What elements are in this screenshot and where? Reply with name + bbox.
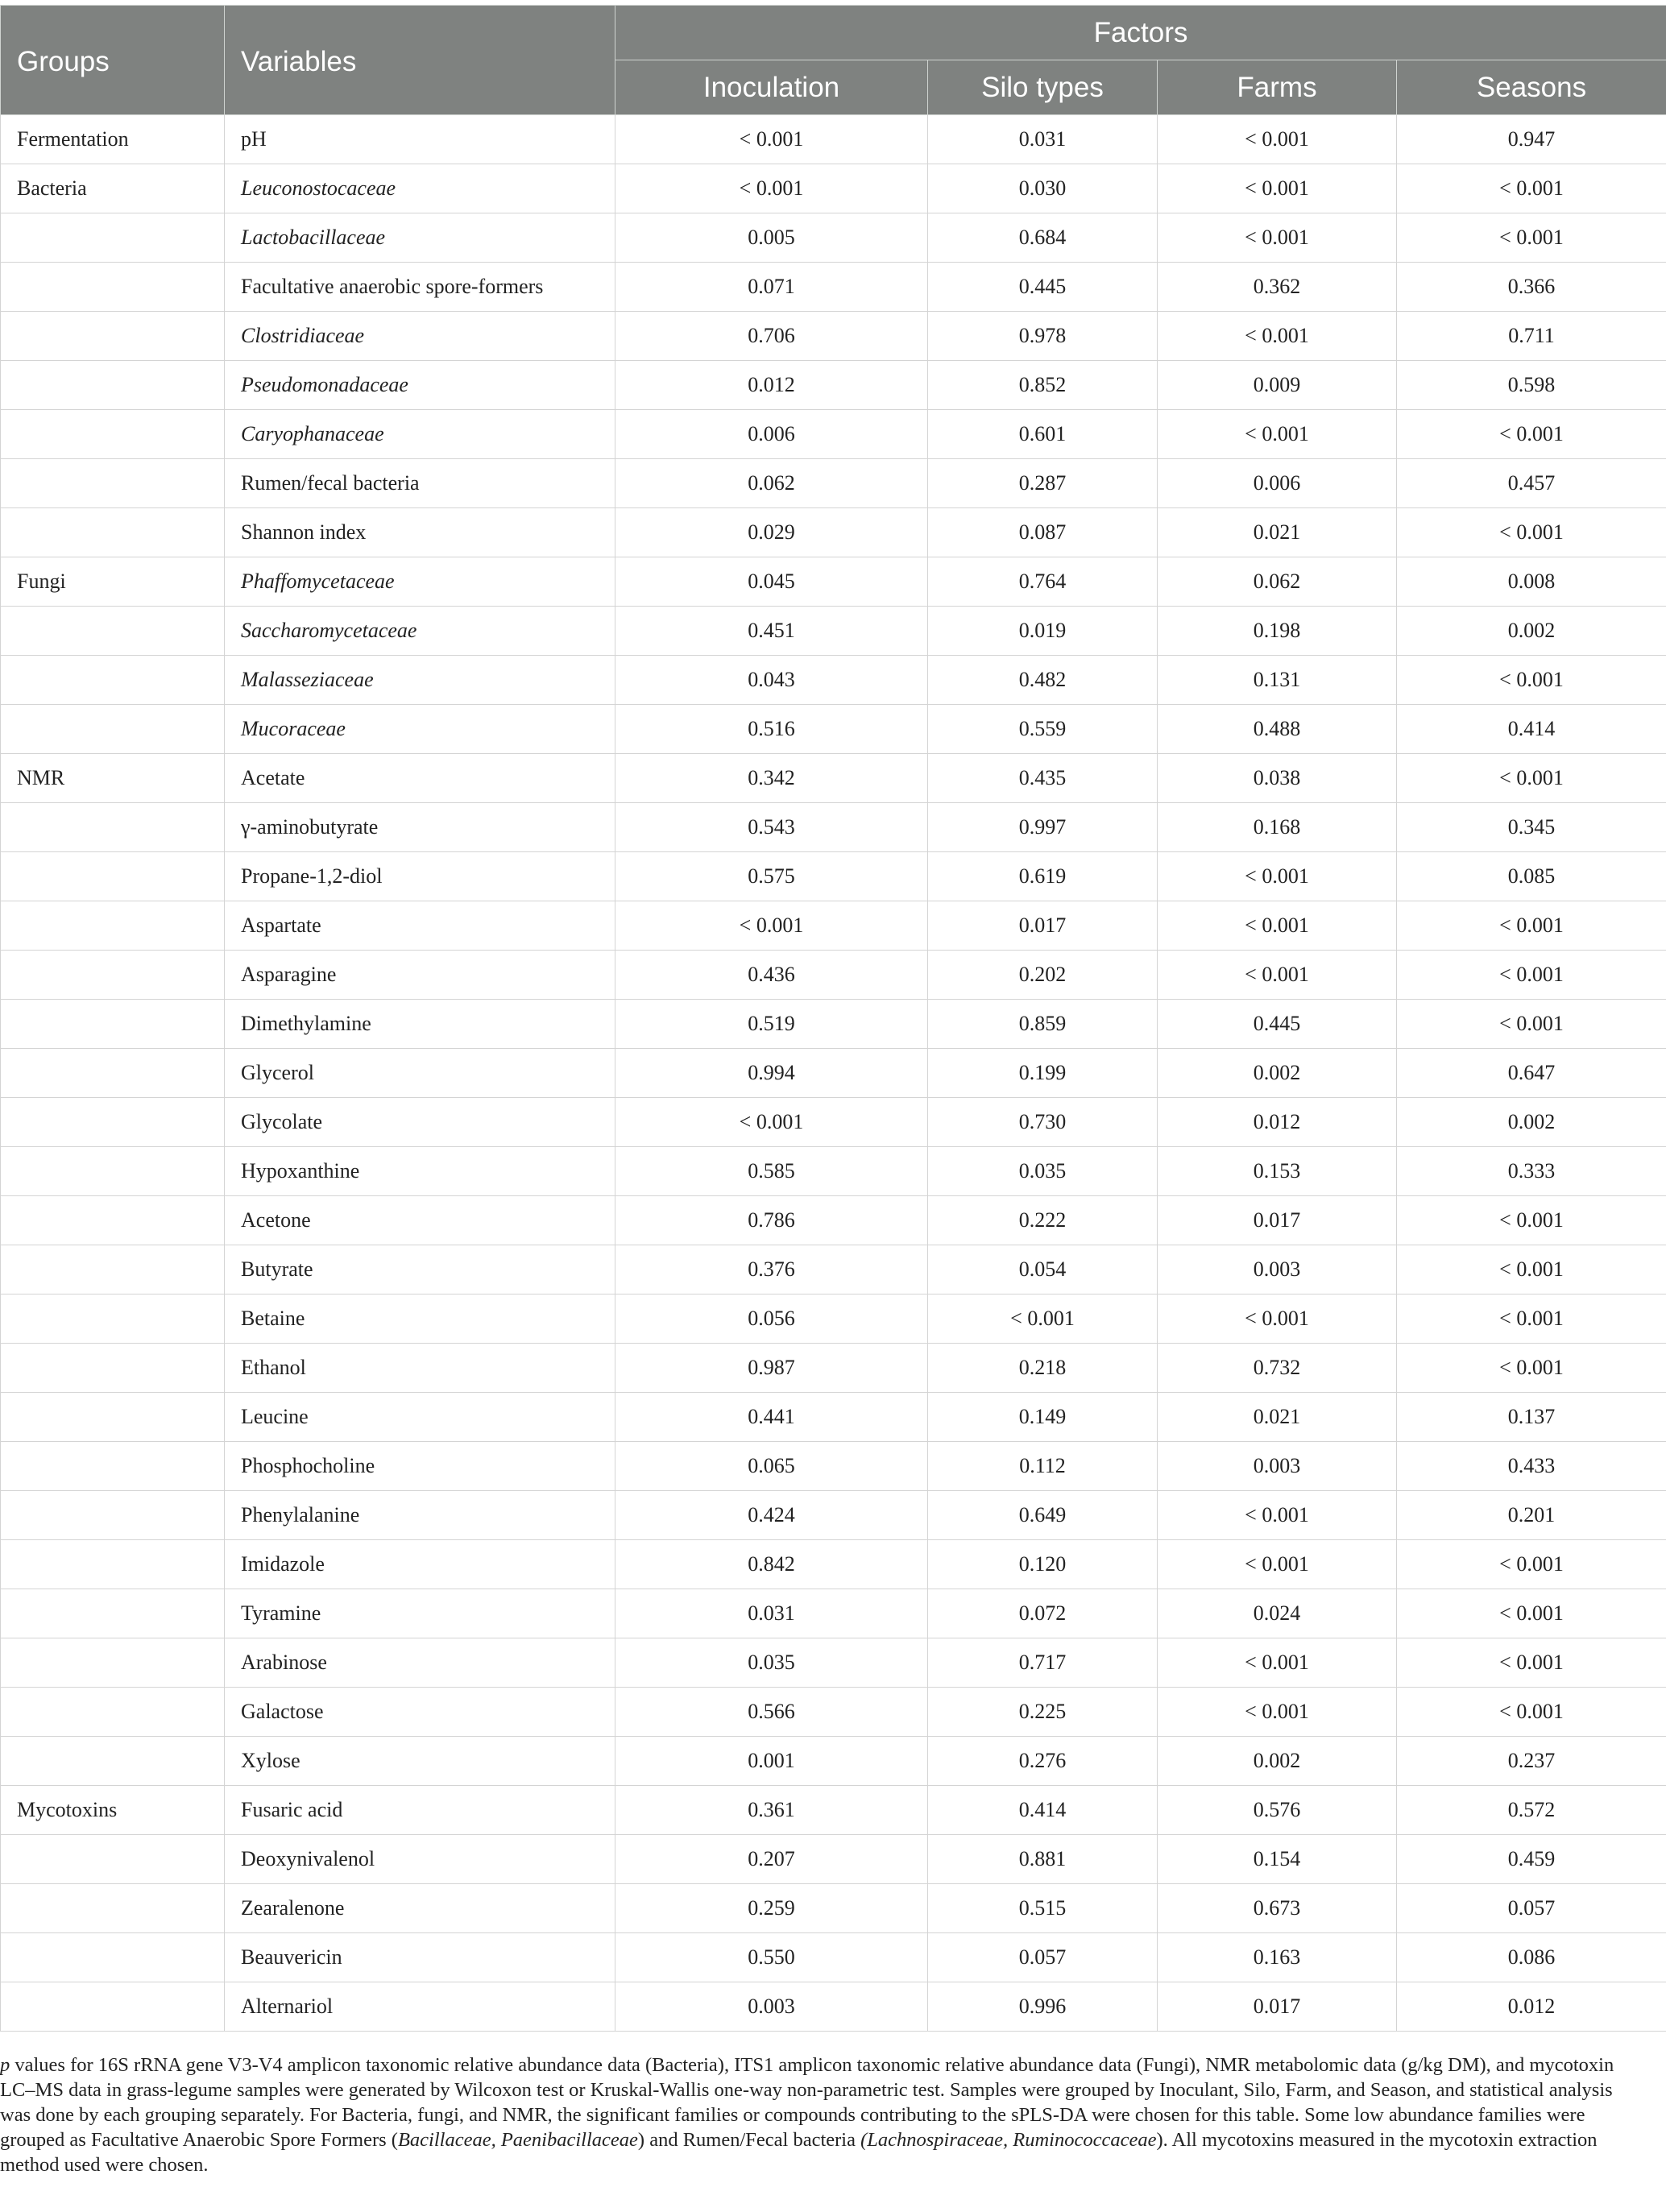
inoculation-value: 0.035: [615, 1638, 928, 1688]
silo-types-value: 0.764: [928, 557, 1158, 607]
group-cell: [1, 1688, 225, 1737]
group-cell: [1, 1049, 225, 1098]
silo-types-value: 0.684: [928, 213, 1158, 263]
seasons-value: 0.711: [1397, 312, 1666, 361]
inoculation-value: < 0.001: [615, 1098, 928, 1147]
table-row: [1, 803, 1666, 852]
group-cell: [1, 1491, 225, 1540]
group-cell: [1, 1196, 225, 1245]
silo-types-value: 0.601: [928, 410, 1158, 459]
seasons-value: 0.057: [1397, 1884, 1666, 1933]
table-row: [1, 705, 1666, 754]
farms-value: 0.673: [1158, 1884, 1397, 1933]
seasons-value: < 0.001: [1397, 754, 1666, 803]
silo-types-value: 0.019: [928, 607, 1158, 656]
group-cell: Fermentation: [1, 115, 225, 164]
group-cell: Fungi: [1, 557, 225, 607]
table-row: [1, 1737, 1666, 1786]
table-row: [1, 1688, 1666, 1737]
variable-cell: Rumen/fecal bacteria: [225, 459, 615, 508]
table-row: [1, 1098, 1666, 1147]
inoculation-value: 0.436: [615, 951, 928, 1000]
farms-value: 0.038: [1158, 754, 1397, 803]
farms-value: 0.021: [1158, 1393, 1397, 1442]
farms-value: 0.002: [1158, 1737, 1397, 1786]
group-cell: [1, 1638, 225, 1688]
farms-value: < 0.001: [1158, 1688, 1397, 1737]
group-cell: [1, 705, 225, 754]
seasons-value: < 0.001: [1397, 508, 1666, 557]
group-cell: [1, 803, 225, 852]
group-cell: [1, 312, 225, 361]
group-cell: [1, 1884, 225, 1933]
table-row: [1, 1835, 1666, 1884]
group-cell: [1, 459, 225, 508]
group-cell: Bacteria: [1, 164, 225, 213]
silo-types-value: 0.199: [928, 1049, 1158, 1098]
group-cell: [1, 361, 225, 410]
table-row: [1, 1294, 1666, 1344]
footnote-part3: ). All mycotoxins measured in the mycotoxin extraction method used were chosen.: [0, 2129, 1598, 2176]
silo-types-value: 0.997: [928, 803, 1158, 852]
variable-cell: Hypoxanthine: [225, 1147, 615, 1196]
group-cell: [1, 213, 225, 263]
farms-value: 0.488: [1158, 705, 1397, 754]
seasons-value: 0.366: [1397, 263, 1666, 312]
group-cell: [1, 901, 225, 951]
silo-types-value: 0.120: [928, 1540, 1158, 1589]
group-cell: [1, 263, 225, 312]
variable-cell: Arabinose: [225, 1638, 615, 1688]
variable-cell: Butyrate: [225, 1245, 615, 1294]
table-row: [1, 115, 1666, 164]
seasons-value: < 0.001: [1397, 1245, 1666, 1294]
farms-value: < 0.001: [1158, 901, 1397, 951]
table-row: [1, 213, 1666, 263]
variable-cell: Tyramine: [225, 1589, 615, 1638]
variables-header: Variables: [225, 6, 615, 115]
inoculation-value: 0.005: [615, 213, 928, 263]
table-row: [1, 361, 1666, 410]
variable-cell: Phenylalanine: [225, 1491, 615, 1540]
group-cell: [1, 852, 225, 901]
inoculation-value: 0.207: [615, 1835, 928, 1884]
seasons-value: 0.085: [1397, 852, 1666, 901]
factors-header: Factors: [615, 6, 1666, 60]
silo-types-value: 0.225: [928, 1688, 1158, 1737]
group-cell: [1, 508, 225, 557]
table-row: [1, 1000, 1666, 1049]
silo-types-value: 0.035: [928, 1147, 1158, 1196]
inoculation-value: 0.786: [615, 1196, 928, 1245]
variable-cell: Galactose: [225, 1688, 615, 1737]
inoculation-value: 0.543: [615, 803, 928, 852]
footnote-italic2: (Lachnospiraceae, Ruminococcaceae: [860, 2129, 1157, 2151]
variable-cell: Mucoraceae: [225, 705, 615, 754]
variable-cell: Acetate: [225, 754, 615, 803]
seasons-value: 0.459: [1397, 1835, 1666, 1884]
table-body: [1, 115, 1666, 2032]
group-cell: NMR: [1, 754, 225, 803]
inoculation-value: 0.566: [615, 1688, 928, 1737]
variable-cell: Glycolate: [225, 1098, 615, 1147]
table-row: [1, 1491, 1666, 1540]
inoculation-value: 0.029: [615, 508, 928, 557]
group-cell: [1, 656, 225, 705]
inoculation-value: 0.031: [615, 1589, 928, 1638]
seasons-header: Seasons: [1397, 60, 1666, 115]
farms-value: 0.153: [1158, 1147, 1397, 1196]
table-row: [1, 1393, 1666, 1442]
variable-cell: Asparagine: [225, 951, 615, 1000]
variable-cell: Caryophanaceae: [225, 410, 615, 459]
farms-value: 0.445: [1158, 1000, 1397, 1049]
seasons-value: < 0.001: [1397, 901, 1666, 951]
table-row: [1, 164, 1666, 213]
silo-types-value: 0.218: [928, 1344, 1158, 1393]
inoculation-value: 0.987: [615, 1344, 928, 1393]
table-row: [1, 508, 1666, 557]
seasons-value: < 0.001: [1397, 1589, 1666, 1638]
group-cell: [1, 1147, 225, 1196]
variable-cell: Beauvericin: [225, 1933, 615, 1982]
seasons-value: < 0.001: [1397, 951, 1666, 1000]
farms-value: 0.198: [1158, 607, 1397, 656]
silo-types-value: 0.619: [928, 852, 1158, 901]
silo-types-value: 0.054: [928, 1245, 1158, 1294]
inoculation-value: 0.259: [615, 1884, 928, 1933]
farms-value: < 0.001: [1158, 115, 1397, 164]
farms-value: 0.024: [1158, 1589, 1397, 1638]
inoculation-value: 0.994: [615, 1049, 928, 1098]
seasons-value: 0.237: [1397, 1737, 1666, 1786]
inoculation-value: < 0.001: [615, 164, 928, 213]
farms-value: 0.576: [1158, 1786, 1397, 1835]
variable-cell: Dimethylamine: [225, 1000, 615, 1049]
variable-cell: Alternariol: [225, 1982, 615, 2032]
farms-value: < 0.001: [1158, 410, 1397, 459]
farms-value: < 0.001: [1158, 312, 1397, 361]
variable-cell: Aspartate: [225, 901, 615, 951]
table-row: [1, 557, 1666, 607]
silo-types-value: 0.202: [928, 951, 1158, 1000]
farms-value: 0.362: [1158, 263, 1397, 312]
inoculation-value: 0.441: [615, 1393, 928, 1442]
table-row: [1, 754, 1666, 803]
table-row: [1, 1344, 1666, 1393]
seasons-value: 0.457: [1397, 459, 1666, 508]
seasons-value: 0.647: [1397, 1049, 1666, 1098]
table-row: [1, 1147, 1666, 1196]
farms-value: 0.006: [1158, 459, 1397, 508]
table-footnote: [0, 2053, 1643, 2177]
variable-cell: Betaine: [225, 1294, 615, 1344]
variable-cell: Ethanol: [225, 1344, 615, 1393]
table-row: [1, 607, 1666, 656]
variable-cell: Leuconostocaceae: [225, 164, 615, 213]
inoculation-value: 0.376: [615, 1245, 928, 1294]
silo-types-value: 0.996: [928, 1982, 1158, 2032]
seasons-value: 0.433: [1397, 1442, 1666, 1491]
variable-cell: Glycerol: [225, 1049, 615, 1098]
variable-cell: Clostridiaceae: [225, 312, 615, 361]
inoculation-value: 0.065: [615, 1442, 928, 1491]
farms-value: 0.009: [1158, 361, 1397, 410]
farms-value: 0.017: [1158, 1982, 1397, 2032]
farms-value: 0.012: [1158, 1098, 1397, 1147]
inoculation-value: 0.001: [615, 1737, 928, 1786]
farms-value: 0.168: [1158, 803, 1397, 852]
inoculation-value: 0.012: [615, 361, 928, 410]
silo-types-value: < 0.001: [928, 1294, 1158, 1344]
silo-types-header: Silo types: [928, 60, 1158, 115]
seasons-value: 0.345: [1397, 803, 1666, 852]
table-row: [1, 1049, 1666, 1098]
table-row: [1, 263, 1666, 312]
silo-types-value: 0.030: [928, 164, 1158, 213]
table-row: [1, 1933, 1666, 1982]
farms-value: 0.017: [1158, 1196, 1397, 1245]
table-row: [1, 1638, 1666, 1688]
group-cell: [1, 1294, 225, 1344]
farms-value: < 0.001: [1158, 852, 1397, 901]
table-row: [1, 410, 1666, 459]
variable-cell: γ-aminobutyrate: [225, 803, 615, 852]
group-cell: [1, 410, 225, 459]
farms-value: 0.131: [1158, 656, 1397, 705]
seasons-value: < 0.001: [1397, 410, 1666, 459]
group-cell: [1, 1000, 225, 1049]
silo-types-value: 0.057: [928, 1933, 1158, 1982]
farms-value: 0.163: [1158, 1933, 1397, 1982]
variable-cell: Saccharomycetaceae: [225, 607, 615, 656]
silo-types-value: 0.031: [928, 115, 1158, 164]
silo-types-value: 0.149: [928, 1393, 1158, 1442]
footnote-part2: ) and Rumen/Fecal bacteria: [637, 2129, 861, 2151]
inoculation-value: 0.003: [615, 1982, 928, 2032]
inoculation-value: < 0.001: [615, 901, 928, 951]
variable-cell: Imidazole: [225, 1540, 615, 1589]
inoculation-value: 0.575: [615, 852, 928, 901]
table-row: [1, 901, 1666, 951]
variable-cell: Fusaric acid: [225, 1786, 615, 1835]
seasons-value: < 0.001: [1397, 1540, 1666, 1589]
seasons-value: 0.002: [1397, 607, 1666, 656]
inoculation-value: 0.071: [615, 263, 928, 312]
farms-value: 0.003: [1158, 1442, 1397, 1491]
seasons-value: 0.201: [1397, 1491, 1666, 1540]
farms-value: 0.154: [1158, 1835, 1397, 1884]
table-row: [1, 1589, 1666, 1638]
farms-value: < 0.001: [1158, 213, 1397, 263]
silo-types-value: 0.559: [928, 705, 1158, 754]
footnote-italic1: Bacillaceae, Paenibacillaceae: [397, 2129, 638, 2151]
farms-value: < 0.001: [1158, 164, 1397, 213]
seasons-value: < 0.001: [1397, 1196, 1666, 1245]
variable-cell: Acetone: [225, 1196, 615, 1245]
silo-types-value: 0.072: [928, 1589, 1158, 1638]
inoculation-value: 0.516: [615, 705, 928, 754]
seasons-value: < 0.001: [1397, 213, 1666, 263]
group-cell: [1, 1393, 225, 1442]
variable-cell: Shannon index: [225, 508, 615, 557]
silo-types-value: 0.414: [928, 1786, 1158, 1835]
inoculation-value: 0.056: [615, 1294, 928, 1344]
inoculation-value: 0.451: [615, 607, 928, 656]
table-row: [1, 1982, 1666, 2032]
inoculation-value: 0.006: [615, 410, 928, 459]
inoculation-value: 0.550: [615, 1933, 928, 1982]
silo-types-value: 0.087: [928, 508, 1158, 557]
farms-value: < 0.001: [1158, 951, 1397, 1000]
variable-cell: Phaffomycetaceae: [225, 557, 615, 607]
farms-value: 0.021: [1158, 508, 1397, 557]
silo-types-value: 0.978: [928, 312, 1158, 361]
table-row: [1, 951, 1666, 1000]
seasons-value: 0.137: [1397, 1393, 1666, 1442]
seasons-value: 0.598: [1397, 361, 1666, 410]
silo-types-value: 0.112: [928, 1442, 1158, 1491]
inoculation-value: 0.706: [615, 312, 928, 361]
table-row: [1, 1196, 1666, 1245]
seasons-value: < 0.001: [1397, 1000, 1666, 1049]
silo-types-value: 0.515: [928, 1884, 1158, 1933]
silo-types-value: 0.222: [928, 1196, 1158, 1245]
group-cell: [1, 1589, 225, 1638]
table-header: [1, 6, 1666, 115]
silo-types-value: 0.717: [928, 1638, 1158, 1688]
variable-cell: Pseudomonadaceae: [225, 361, 615, 410]
inoculation-value: < 0.001: [615, 115, 928, 164]
farms-header: Farms: [1158, 60, 1397, 115]
farms-value: < 0.001: [1158, 1540, 1397, 1589]
farms-value: < 0.001: [1158, 1638, 1397, 1688]
group-cell: [1, 951, 225, 1000]
table-row: [1, 1540, 1666, 1589]
table-row: [1, 459, 1666, 508]
variable-cell: Deoxynivalenol: [225, 1835, 615, 1884]
group-cell: [1, 1737, 225, 1786]
seasons-value: < 0.001: [1397, 164, 1666, 213]
variable-cell: Propane-1,2-diol: [225, 852, 615, 901]
groups-header: Groups: [1, 6, 225, 115]
farms-value: 0.732: [1158, 1344, 1397, 1393]
inoculation-value: 0.519: [615, 1000, 928, 1049]
variable-cell: Malasseziaceae: [225, 656, 615, 705]
table-row: [1, 656, 1666, 705]
group-cell: [1, 1344, 225, 1393]
farms-value: 0.002: [1158, 1049, 1397, 1098]
inoculation-value: 0.342: [615, 754, 928, 803]
inoculation-value: 0.062: [615, 459, 928, 508]
silo-types-value: 0.435: [928, 754, 1158, 803]
group-cell: [1, 1982, 225, 2032]
silo-types-value: 0.881: [928, 1835, 1158, 1884]
variable-cell: pH: [225, 115, 615, 164]
silo-types-value: 0.287: [928, 459, 1158, 508]
inoculation-value: 0.361: [615, 1786, 928, 1835]
table-row: [1, 1884, 1666, 1933]
inoculation-value: 0.045: [615, 557, 928, 607]
seasons-value: 0.012: [1397, 1982, 1666, 2032]
p-values-table: [0, 5, 1666, 2032]
variable-cell: Facultative anaerobic spore-formers: [225, 263, 615, 312]
silo-types-value: 0.445: [928, 263, 1158, 312]
silo-types-value: 0.482: [928, 656, 1158, 705]
table-row: [1, 312, 1666, 361]
table-row: [1, 1786, 1666, 1835]
variable-cell: Lactobacillaceae: [225, 213, 615, 263]
table-row: [1, 1245, 1666, 1294]
footnote-part1: values for 16S rRNA gene V3-V4 amplicon taxonomic relative abundance data (Bacteria), ITS1 amplicon taxonomic relative abundance data (Fungi), NMR metabolomic data (g/kg DM), and mycotoxin LC–MS data in grass-legume samples were generated by Wilcoxon test or Kruskal-Wallis one-way non-parametric test. Samples were grouped by Inoculant, Silo, Farm, and Season, and statistical analysis was done by each grouping separately. For Bacteria, fungi, and NMR, the significant families or compounds contributing to the sPLS-DA were chosen for this table. Some low abundance families were grouped as Facultative Anaerobic Spore Formers (: [0, 2054, 1614, 2151]
seasons-value: 0.002: [1397, 1098, 1666, 1147]
silo-types-value: 0.859: [928, 1000, 1158, 1049]
variable-cell: Leucine: [225, 1393, 615, 1442]
seasons-value: 0.414: [1397, 705, 1666, 754]
group-cell: [1, 1835, 225, 1884]
seasons-value: < 0.001: [1397, 1294, 1666, 1344]
silo-types-value: 0.017: [928, 901, 1158, 951]
group-cell: [1, 1540, 225, 1589]
silo-types-value: 0.730: [928, 1098, 1158, 1147]
seasons-value: < 0.001: [1397, 1344, 1666, 1393]
farms-value: < 0.001: [1158, 1491, 1397, 1540]
silo-types-value: 0.649: [928, 1491, 1158, 1540]
group-cell: [1, 1245, 225, 1294]
group-cell: [1, 1442, 225, 1491]
seasons-value: 0.086: [1397, 1933, 1666, 1982]
seasons-value: < 0.001: [1397, 656, 1666, 705]
seasons-value: 0.008: [1397, 557, 1666, 607]
group-cell: [1, 1098, 225, 1147]
footnote-p: p: [0, 2054, 10, 2076]
group-cell: Mycotoxins: [1, 1786, 225, 1835]
inoculation-value: 0.043: [615, 656, 928, 705]
inoculation-header: Inoculation: [615, 60, 928, 115]
group-cell: [1, 607, 225, 656]
group-cell: [1, 1933, 225, 1982]
variable-cell: Xylose: [225, 1737, 615, 1786]
variable-cell: Phosphocholine: [225, 1442, 615, 1491]
seasons-value: < 0.001: [1397, 1638, 1666, 1688]
silo-types-value: 0.852: [928, 361, 1158, 410]
farms-value: 0.003: [1158, 1245, 1397, 1294]
farms-value: 0.062: [1158, 557, 1397, 607]
seasons-value: 0.333: [1397, 1147, 1666, 1196]
inoculation-value: 0.424: [615, 1491, 928, 1540]
seasons-value: 0.947: [1397, 115, 1666, 164]
inoculation-value: 0.585: [615, 1147, 928, 1196]
farms-value: < 0.001: [1158, 1294, 1397, 1344]
table-row: [1, 852, 1666, 901]
silo-types-value: 0.276: [928, 1737, 1158, 1786]
seasons-value: < 0.001: [1397, 1688, 1666, 1737]
variable-cell: Zearalenone: [225, 1884, 615, 1933]
table-row: [1, 1442, 1666, 1491]
inoculation-value: 0.842: [615, 1540, 928, 1589]
seasons-value: 0.572: [1397, 1786, 1666, 1835]
